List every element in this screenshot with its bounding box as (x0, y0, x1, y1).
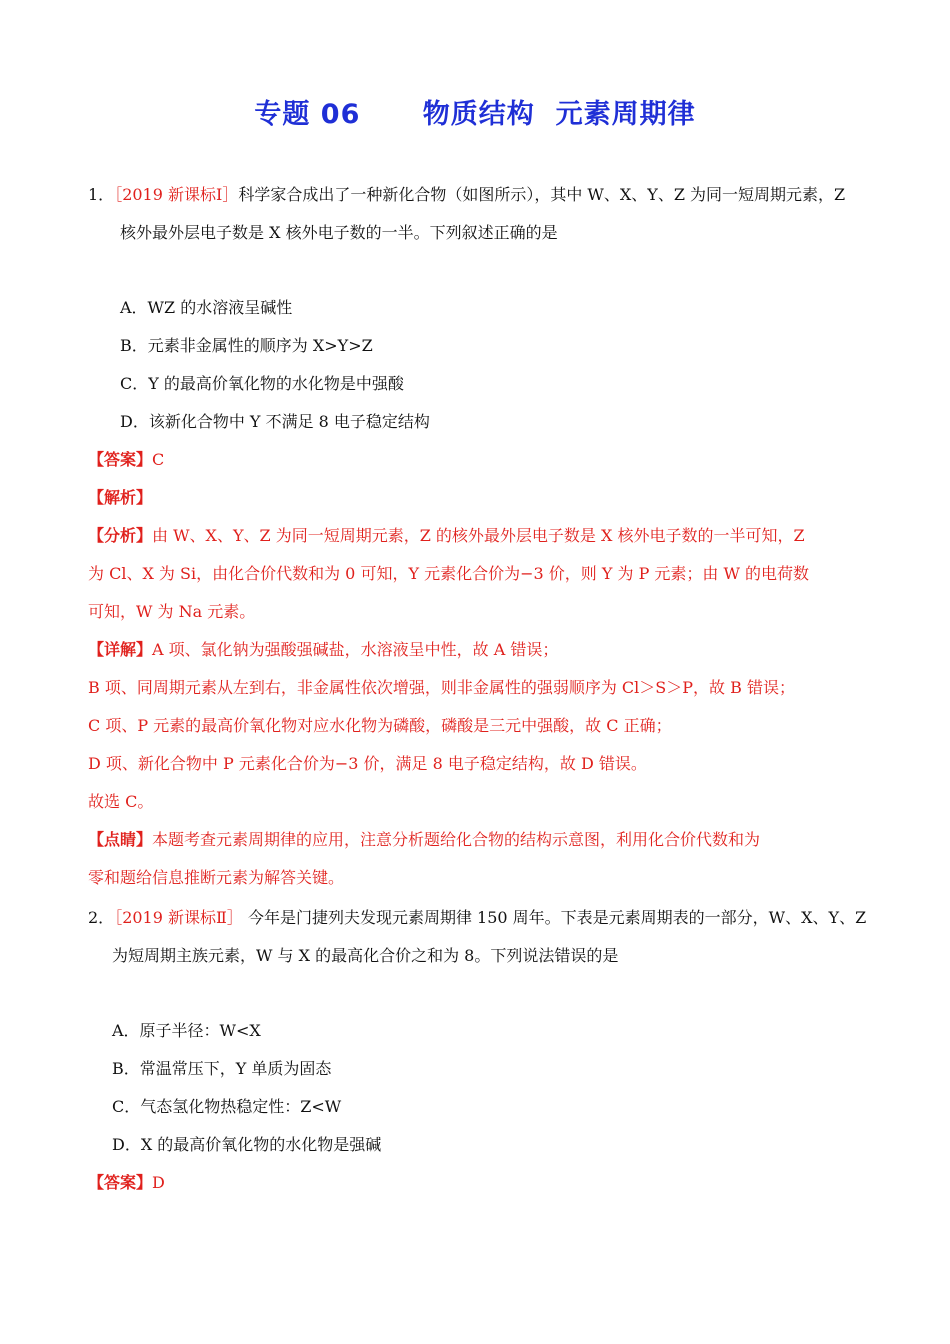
dianjing-tag: 【点睛】 (88, 830, 153, 849)
question-1-option-c: C．Y 的最高价氧化物的水化物是中强酸 (120, 374, 404, 393)
question-1-choose: 故选 C。 (88, 792, 154, 811)
fenxi-tag: 【分析】 (88, 526, 153, 545)
question-1-stem-line-1 (88, 183, 845, 207)
question-1-fenxi-line-1 (88, 524, 805, 548)
answer-tag: 【答案】 (88, 450, 153, 469)
question-2-stem-text: 今年是门捷列夫发现元素周期律 150 周年。下表是元素周期表的一部分，W、X、Y、Z (242, 908, 867, 927)
answer-tag: 【答案】 (88, 1173, 153, 1192)
question-2-option-a: A．原子半径：W<X (112, 1021, 261, 1040)
page-title: 专题 06 物质结构 元素周期律 (254, 99, 696, 130)
question-1-fenxi-line-3: 可知，W 为 Na 元素。 (88, 602, 256, 621)
dianjing-text: 本题考查元素周期律的应用，注意分析题给化合物的结构示意图，利用化合价代数和为 (152, 830, 761, 849)
question-2-stem-line-1 (88, 906, 866, 930)
question-2-option-d: D．X 的最高价氧化物的水化物是强碱 (112, 1135, 382, 1154)
question-1-fenxi-line-2: 为 Cl、X 为 Si，由化合价代数和为 0 可知，Y 元素化合价为−3 价，则 Y 为 P 元素；由 W 的电荷数 (88, 564, 810, 583)
xiangjie-text: A 项、氯化钠为强酸强碱盐，水溶液呈中性，故 A 错误； (152, 640, 559, 659)
question-1-analysis-tag: 【解析】 (88, 488, 153, 507)
question-1-xiangjie-line-1 (88, 638, 558, 662)
question-1-option-a: A．WZ 的水溶液呈碱性 (120, 298, 293, 317)
question-1-xiangjie-line-3: C 项、P 元素的最高价氧化物对应水化物为磷酸，磷酸是三元中强酸，故 C 正确； (88, 716, 672, 735)
question-1-dianjing-line-1 (88, 828, 760, 852)
question-2-answer (88, 1171, 165, 1195)
question-1-number: 1． (88, 185, 115, 204)
question-1-answer (88, 448, 164, 472)
question-2-stem-line-2: 为短周期主族元素，W 与 X 的最高化合价之和为 8。下列说法错误的是 (112, 946, 619, 965)
question-1-source: ［2019 新课标Ⅰ］ (114, 185, 239, 204)
question-1-option-d: D．该新化合物中 Y 不满足 8 电子稳定结构 (120, 412, 430, 431)
question-1-stem-line-2: 核外最外层电子数是 X 核外电子数的一半。下列叙述正确的是 (120, 223, 558, 242)
question-1-option-b: B．元素非金属性的顺序为 X>Y>Z (120, 336, 373, 355)
question-1-dianjing-line-2: 零和题给信息推断元素为解答关键。 (88, 868, 345, 887)
xiangjie-tag: 【详解】 (88, 640, 153, 659)
fenxi-text: 由 W、X、Y、Z 为同一短周期元素，Z 的核外最外层电子数是 X 核外电子数的一半可知，Z (152, 526, 805, 545)
question-2-source: ［2019 新课标Ⅱ］ (114, 908, 243, 927)
question-2-option-c: C．气态氢化物热稳定性：Z<W (112, 1097, 342, 1116)
question-2-number: 2． (88, 908, 115, 927)
question-1-xiangjie-line-4: D 项、新化合物中 P 元素化合价为−3 价，满足 8 电子稳定结构，故 D 错误。 (88, 754, 647, 773)
answer-value: C (152, 450, 165, 469)
question-1-stem-text: 科学家合成出了一种新化合物（如图所示），其中 W、X、Y、Z 为同一短周期元素，Z (238, 185, 846, 204)
answer-value: D (152, 1173, 165, 1192)
question-1-xiangjie-line-2: B 项、同周期元素从左到右，非金属性依次增强，则非金属性的强弱顺序为 Cl＞S＞P，故 B 错误； (88, 678, 795, 697)
question-2-option-b: B．常温常压下，Y 单质为固态 (112, 1059, 332, 1078)
